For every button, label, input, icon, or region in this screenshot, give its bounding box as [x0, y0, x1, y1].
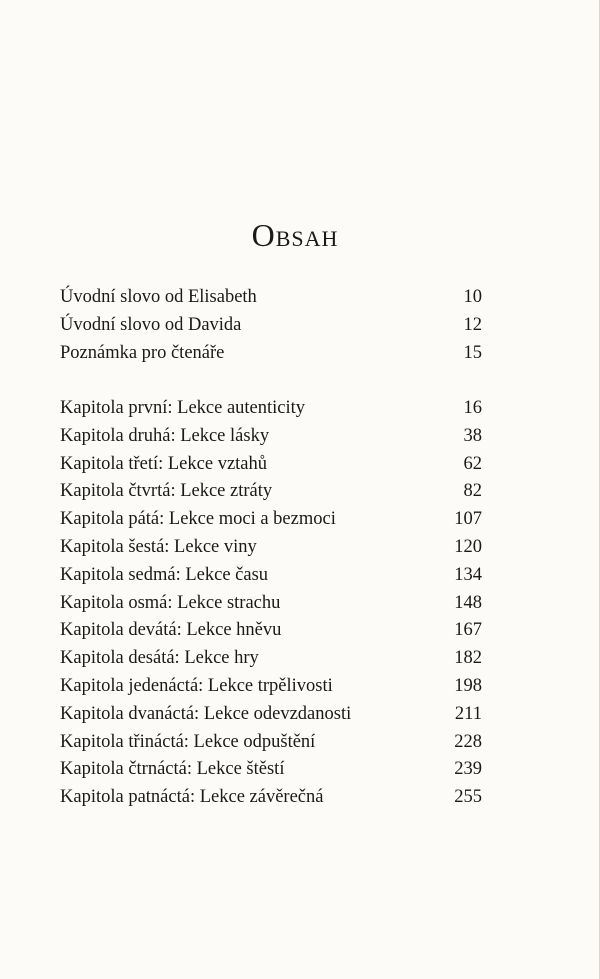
toc-entry-chapter-14 — [60, 756, 482, 784]
toc-entry-page: 134 — [454, 564, 482, 585]
toc-entry-page: 12 — [463, 314, 482, 335]
toc-entry-label: Kapitola čtvrtá: Lekce ztráty — [60, 481, 273, 502]
toc-entry-label: Kapitola osmá: Lekce strachu — [60, 592, 281, 613]
toc-entry-label: Kapitola sedmá: Lekce času — [60, 564, 269, 585]
toc-entry-chapter-5 — [60, 506, 482, 534]
toc-entry-chapter-12 — [60, 701, 482, 729]
toc-entry-page: 148 — [454, 592, 482, 613]
toc-entry-label: Kapitola čtrnáctá: Lekce štěstí — [60, 759, 285, 780]
toc-entry-chapter-8 — [60, 590, 482, 618]
toc-entry-page: 182 — [454, 648, 482, 669]
toc-entry-label: Kapitola třináctá: Lekce odpuštění — [60, 731, 316, 752]
front-matter-list — [60, 284, 482, 367]
toc-entry-label: Kapitola patnáctá: Lekce závěrečná — [60, 787, 324, 808]
toc-entry-front-2 — [60, 340, 482, 368]
toc-entry-label: Kapitola první: Lekce autenticity — [60, 398, 306, 418]
toc-entry-chapter-15 — [60, 784, 482, 812]
toc-entry-label: Úvodní slovo od Davida — [60, 314, 242, 335]
toc-entry-chapter-6 — [60, 534, 482, 562]
toc-entry-label: Kapitola třetí: Lekce vztahů — [60, 453, 268, 474]
toc-entry-page: 255 — [454, 787, 482, 808]
toc-entry-chapter-2 — [60, 423, 482, 451]
page-title: Obsah — [251, 217, 339, 254]
toc-entry-page: 16 — [463, 398, 482, 418]
toc-entry-page: 239 — [454, 759, 482, 780]
toc-entry-page: 107 — [454, 509, 482, 530]
toc-entry-chapter-1 — [60, 395, 482, 423]
toc-entry-chapter-13 — [60, 729, 482, 757]
toc-entry-page: 10 — [463, 287, 482, 307]
toc-entry-label: Poznámka pro čtenáře — [60, 342, 225, 363]
toc-entry-label: Kapitola druhá: Lekce lásky — [60, 425, 270, 446]
toc-entry-chapter-11 — [60, 673, 482, 701]
toc-entry-chapter-3 — [60, 451, 482, 479]
toc-entry-page: 38 — [463, 425, 482, 446]
toc-entry-chapter-9 — [60, 617, 482, 645]
toc-entry-page: 15 — [463, 342, 482, 363]
toc-entry-label: Kapitola devátá: Lekce hněvu — [60, 620, 282, 641]
toc-entry-label: Kapitola pátá: Lekce moci a bezmoci — [60, 509, 336, 530]
toc-entry-label: Kapitola dvanáctá: Lekce odevzdanosti — [60, 703, 352, 724]
toc-entry-label: Kapitola desátá: Lekce hry — [60, 648, 259, 669]
toc-entry-page: 120 — [454, 536, 482, 557]
toc-entry-chapter-7 — [60, 562, 482, 590]
toc-entry-page: 62 — [463, 453, 482, 474]
toc-entry-page: 167 — [454, 620, 482, 641]
toc-entry-chapter-10 — [60, 645, 482, 673]
toc-entry-label: Úvodní slovo od Elisabeth — [60, 287, 257, 307]
toc-entry-page: 198 — [454, 675, 482, 696]
toc-entry-page: 228 — [454, 731, 482, 752]
toc-entry-chapter-4 — [60, 478, 482, 506]
toc-entry-page: 82 — [463, 481, 482, 502]
toc-entry-label: Kapitola jedenáctá: Lekce trpělivosti — [60, 675, 333, 696]
toc-entry-label: Kapitola šestá: Lekce viny — [60, 536, 257, 557]
toc-entry-front-0 — [60, 284, 482, 312]
toc-entry-front-1 — [60, 312, 482, 340]
toc-entry-page: 211 — [454, 703, 482, 724]
chapter-list — [60, 395, 482, 812]
